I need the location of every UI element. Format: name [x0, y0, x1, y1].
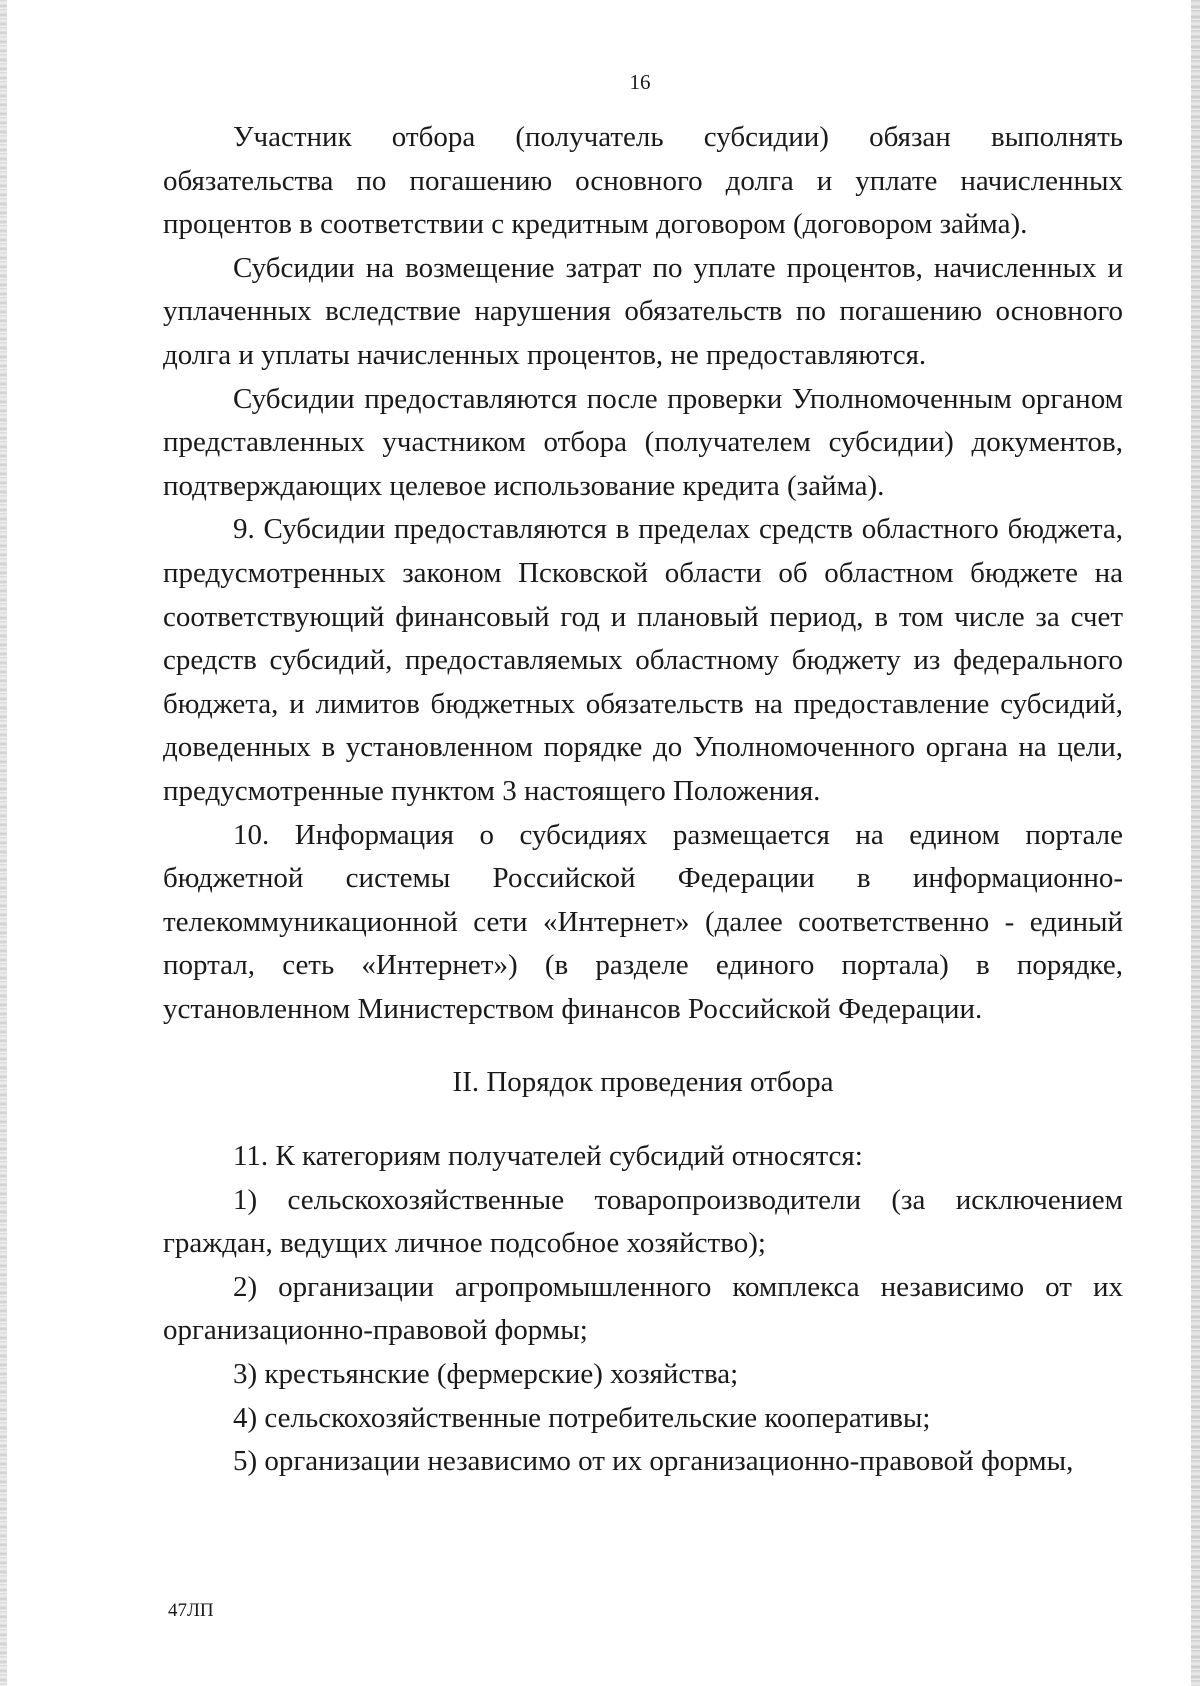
document-code: 47ЛП	[168, 1600, 214, 1621]
paragraph-item-11: 11. К категориям получателей субсидий относятся:	[233, 1140, 863, 1173]
list-item-3: 3) крестьянские (фермерские) хозяйства;	[233, 1358, 739, 1391]
list-item-1: 1) сельскохозяйственные товаропроизводители (за исключением граждан, ведущих личное подсобное хозяйство);	[163, 1183, 1123, 1260]
list-item-2: 2) организации агропромышленного комплекса независимо от их организационно-правовой формы;	[163, 1270, 1123, 1347]
list-item-4: 4) сельскохозяйственные потребительские кооперативы;	[233, 1401, 931, 1434]
paragraph-item-9: 9. Субсидии предоставляются в пределах средств областного бюджета, предусмотренных законом Псковской области об областном бюджете на соответствующий финансовый год и плановый период, в том числе за счет средств субсидий, предоставляемых областному бюджету из федерального бюджета, и лимитов бюджетных обязательств на предоставление субсидий, доведенных в установленном порядке до Уполномоченного органа на цели, предусмотренные пунктом 3 настоящего Положения.	[163, 513, 1123, 807]
section-heading: II. Порядок проведения отбора	[452, 1066, 834, 1099]
list-item-5: 5) организации независимо от их организационно-правовой формы,	[233, 1445, 1074, 1478]
scan-edge-right	[1191, 0, 1200, 1686]
paragraph-subsidy-after-verification: Субсидии предоставляются после проверки Уполномоченным органом представленных участником отбора (получателем субсидии) документов, подтверждающих целевое использование кредита (займа).	[163, 382, 1123, 502]
paragraph-no-subsidy-for-penalty-interest: Субсидии на возмещение затрат по уплате процентов, начисленных и уплаченных вследствие нарушения обязательств по погашению основного долга и уплаты начисленных процентов, не предоставляются.	[163, 251, 1123, 371]
page-number: 16	[629, 70, 651, 94]
paragraph-item-10: 10. Информация о субсидиях размещается на едином портале бюджетной системы Российской Федерации в информационно-телекоммуникационной сети «Интернет» (далее соответственно - единый портал, сеть «Интернет») (в разделе единого портала) в порядке, установленном Министерством финансов Российской Федерации.	[163, 818, 1123, 1025]
document-body	[163, 116, 1123, 1484]
paragraph-recipient-obligations: Участник отбора (получатель субсидии) обязан выполнять обязательства по погашению основного долга и уплате начисленных процентов в соответствии с кредитным договором (договором займа).	[163, 121, 1123, 241]
scan-edge-left	[0, 0, 7, 1686]
